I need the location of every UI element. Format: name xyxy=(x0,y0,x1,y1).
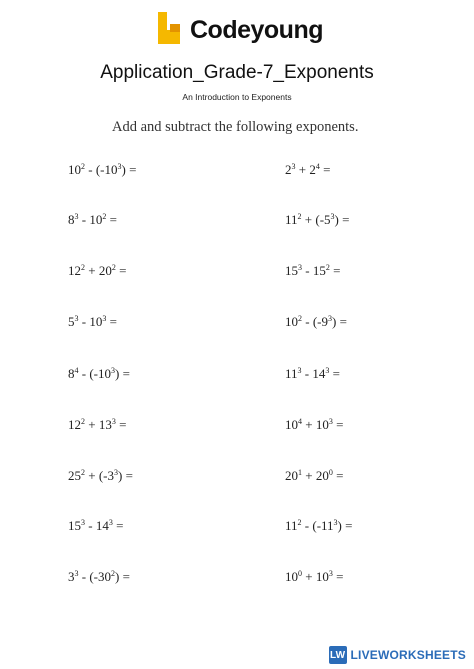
base: 12 xyxy=(68,263,81,278)
exponent: 3 xyxy=(330,212,335,221)
equals: ) = xyxy=(115,366,130,381)
equals: ) = xyxy=(115,569,130,584)
base: 2 xyxy=(285,162,292,177)
operator-base: - (-10 xyxy=(78,366,111,381)
operator-base: - (-10 xyxy=(85,162,118,177)
problem-left-6 xyxy=(68,417,126,433)
exponent: 4 xyxy=(315,162,320,171)
equals: = xyxy=(332,417,344,432)
base: 8 xyxy=(68,212,75,227)
exponent: 2 xyxy=(297,518,302,527)
equals: = xyxy=(115,263,127,278)
exponent: 3 xyxy=(81,518,85,527)
exponent: 2 xyxy=(81,417,85,426)
base: 5 xyxy=(68,314,75,329)
exponent: 0 xyxy=(298,569,302,578)
base: 3 xyxy=(68,569,75,584)
problem-right-6 xyxy=(285,417,343,433)
exponent: 3 xyxy=(298,263,302,272)
exponent: 3 xyxy=(111,366,115,375)
operator-base: - (-9 xyxy=(302,314,328,329)
codeyoung-logo-icon xyxy=(156,12,184,46)
operator-base: - 14 xyxy=(85,518,109,533)
problem-right-8 xyxy=(285,518,352,534)
problem-left-7 xyxy=(68,468,133,484)
operator-base: - 15 xyxy=(302,263,326,278)
operator-base: + 10 xyxy=(302,569,329,584)
brand-name: Codeyoung xyxy=(190,16,323,44)
exponent: 4 xyxy=(74,366,79,375)
exponent: 2 xyxy=(81,263,85,272)
equals: = xyxy=(332,468,344,483)
exponent: 2 xyxy=(81,468,85,477)
exponent: 3 xyxy=(328,417,333,426)
exponent: 4 xyxy=(298,417,302,426)
equals: = xyxy=(332,569,344,584)
exponent: 3 xyxy=(114,468,118,477)
equals: = xyxy=(329,263,341,278)
equals: = xyxy=(106,314,117,329)
exponent: 3 xyxy=(117,162,122,171)
exponent: 2 xyxy=(102,212,107,221)
problem-left-1 xyxy=(68,162,136,178)
problem-left-8 xyxy=(68,518,123,534)
base: 11 xyxy=(285,212,298,227)
operator-base: + (-3 xyxy=(85,468,114,483)
problem-right-2 xyxy=(285,212,349,228)
problem-left-5 xyxy=(68,366,130,382)
problem-right-1 xyxy=(285,162,330,178)
base: 11 xyxy=(285,518,298,533)
problem-right-5 xyxy=(285,366,340,382)
problem-right-3 xyxy=(285,263,340,279)
equals: = xyxy=(115,417,127,432)
operator-base: - (-11 xyxy=(301,518,334,533)
exponent: 2 xyxy=(111,569,115,578)
page-title: Application_Grade-7_Exponents xyxy=(100,62,374,83)
operator-base: + 20 xyxy=(85,263,112,278)
operator-base: - 14 xyxy=(301,366,326,381)
equals: ) = xyxy=(337,518,353,533)
equals: = xyxy=(319,162,331,177)
equals: ) = xyxy=(121,162,137,177)
exponent: 3 xyxy=(291,162,296,171)
exponent: 2 xyxy=(298,314,302,323)
exponent: 1 xyxy=(298,468,302,477)
problem-right-9 xyxy=(285,569,343,585)
base: 10 xyxy=(285,314,298,329)
base: 25 xyxy=(68,468,81,483)
base: 12 xyxy=(68,417,81,432)
base: 10 xyxy=(285,417,298,432)
operator-base: + 10 xyxy=(302,417,329,432)
equals: = xyxy=(329,366,340,381)
liveworksheets-badge xyxy=(329,645,466,665)
operator-base: + 13 xyxy=(85,417,112,432)
problem-left-3 xyxy=(68,263,126,279)
exponent: 3 xyxy=(74,314,79,323)
liveworksheets-icon: LW xyxy=(329,646,347,664)
exponent: 2 xyxy=(81,162,85,171)
exponent: 2 xyxy=(297,212,302,221)
problem-left-4 xyxy=(68,314,117,330)
exponent: 0 xyxy=(328,468,333,477)
base: 15 xyxy=(68,518,81,533)
exponent: 3 xyxy=(74,212,79,221)
problem-left-9 xyxy=(68,569,130,585)
equals: = xyxy=(106,212,117,227)
base: 8 xyxy=(68,366,75,381)
base: 11 xyxy=(285,366,298,381)
problem-right-7 xyxy=(285,468,343,484)
base: 15 xyxy=(285,263,298,278)
exponent: 3 xyxy=(328,569,333,578)
page-subtitle: An Introduction to Exponents xyxy=(182,92,292,102)
exponent: 3 xyxy=(297,366,302,375)
codeyoung-logo xyxy=(156,10,326,50)
equals: ) = xyxy=(334,212,350,227)
problem-right-4 xyxy=(285,314,347,330)
exponent: 3 xyxy=(333,518,338,527)
instructions-text: Add and subtract the following exponents. xyxy=(112,119,359,135)
operator-base: - 10 xyxy=(78,314,103,329)
operator-base: + (-5 xyxy=(301,212,331,227)
equals: ) = xyxy=(332,314,347,329)
operator-base: - (-30 xyxy=(78,569,111,584)
liveworksheets-text: LIVEWORKSHEETS xyxy=(350,648,466,662)
exponent: 3 xyxy=(328,314,332,323)
exponent: 3 xyxy=(111,417,116,426)
problem-left-2 xyxy=(68,212,117,228)
equals: = xyxy=(112,518,124,533)
base: 20 xyxy=(285,468,298,483)
operator-base: - 10 xyxy=(78,212,103,227)
base: 10 xyxy=(285,569,298,584)
exponent: 3 xyxy=(108,518,113,527)
exponent: 3 xyxy=(74,569,79,578)
exponent: 3 xyxy=(102,314,107,323)
equals: ) = xyxy=(118,468,133,483)
operator-base: + 2 xyxy=(295,162,316,177)
base: 10 xyxy=(68,162,81,177)
exponent: 3 xyxy=(325,366,330,375)
operator-base: + 20 xyxy=(302,468,329,483)
exponent: 2 xyxy=(111,263,116,272)
exponent: 2 xyxy=(325,263,330,272)
